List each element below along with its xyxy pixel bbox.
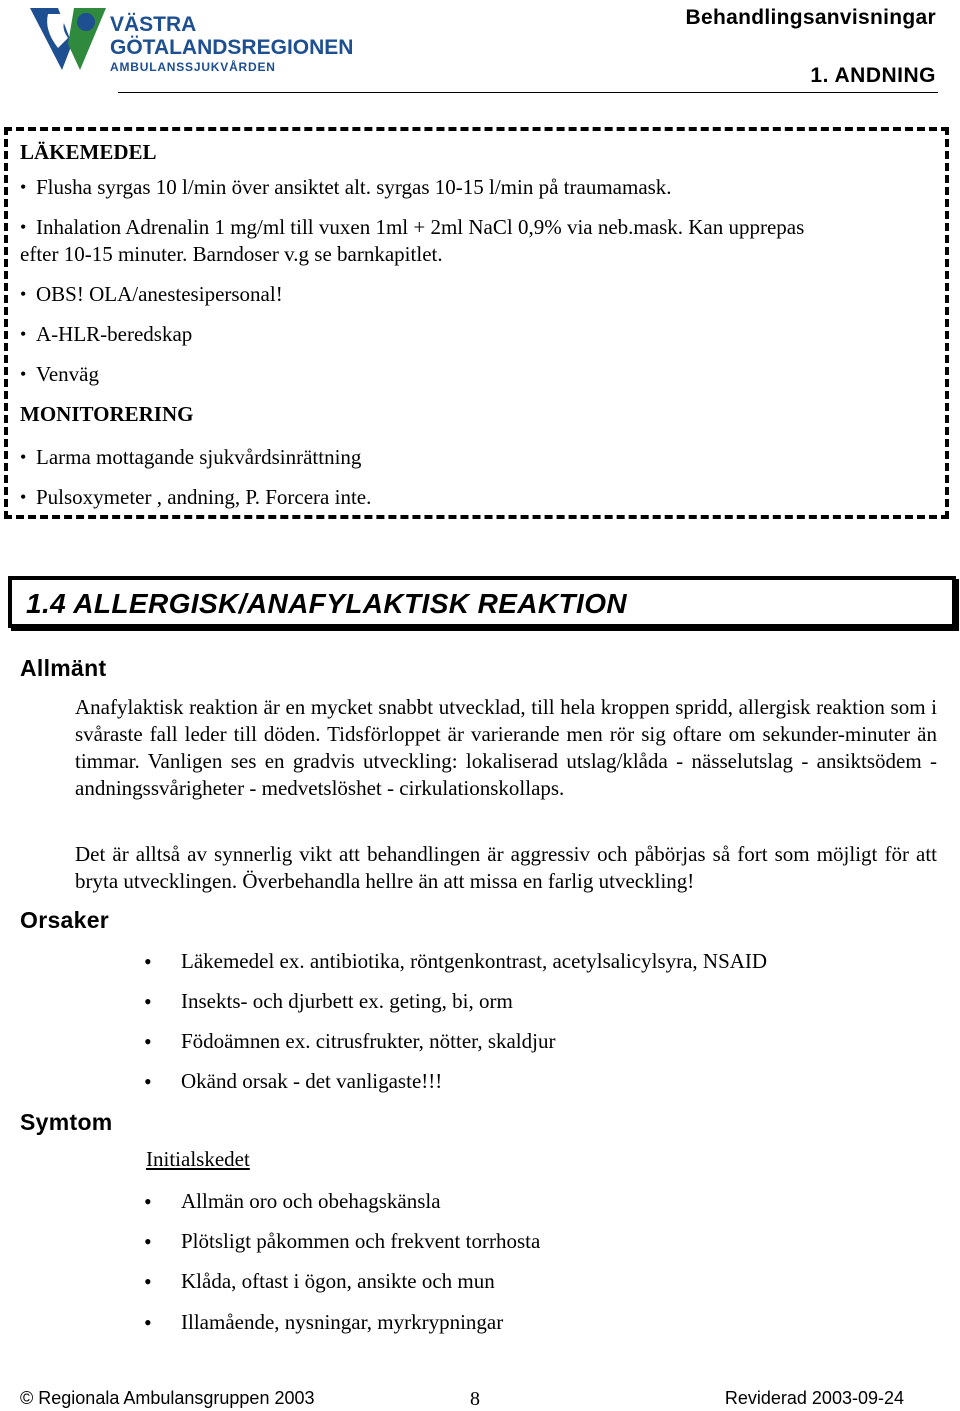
copyright-icon: © [20, 1388, 34, 1408]
logo-text-ambulanssjukvarden: AMBULANSSJUKVÅRDEN [110, 60, 276, 74]
header-rule [118, 92, 938, 93]
monitorering-item: • Larma mottagande sjukvårdsinrättning [20, 444, 930, 471]
logo-text-gotalandsregionen: GÖTALANDSREGIONEN [110, 36, 354, 59]
logo-text-vastra: VÄSTRA [110, 13, 197, 36]
monitorering-heading: MONITORERING [20, 402, 194, 426]
allmant-paragraph-1: Anafylaktisk reaktion är en mycket snabbt utvecklad, till hela kroppen spridd, allergisk reaktion som i svåraste fall leder till döden. Tidsförloppet är varierande men rör sig oftare om sekunder-minuter än timmar. Vanligen ses en gradvis utveckling: lokaliserad utslag/klåda - nässelutslag - ansiktsödem - andningssvårigheter - medvetslöshet - cirkulationskollaps. [75, 695, 937, 800]
lakemedel-heading: LÄKEMEDEL [20, 140, 157, 164]
logo-mark [30, 8, 106, 70]
symtom-heading: Symtom [20, 1109, 113, 1135]
lakemedel-item: • Venväg [20, 361, 930, 388]
section-title: 1.4 ALLERGISK/ANAFYLAKTISK REAKTION [26, 588, 627, 619]
footer-page-number: 8 [470, 1388, 480, 1410]
header-chapter: 1. ANDNING [810, 64, 936, 87]
initialskedet-label: Initialskedet [146, 1147, 250, 1171]
footer-revision-date: Reviderad 2003-09-24 [724, 1388, 904, 1408]
lakemedel-item: • A-HLR-beredskap [20, 321, 930, 348]
monitorering-item: • Pulsoxymeter , andning, P. Forcera inte. [20, 484, 930, 511]
medication-box [20, 134, 930, 524]
lakemedel-item: • OBS! OLA/anestesipersonal! [20, 281, 930, 308]
header-title: Behandlingsanvisningar [685, 6, 936, 29]
vastra-gotalandsregionen-logo [28, 4, 368, 76]
allmant-paragraph-2: Det är alltså av synnerlig vikt att behandlingen är aggressiv och påbörjas så fort som möjligt för att bryta utvecklingen. Överbehandla hellre än att missa en farlig utveckling! [75, 842, 937, 893]
orsaker-heading: Orsaker [20, 907, 110, 933]
allmant-heading: Allmänt [20, 655, 107, 681]
lakemedel-item: • Inhalation Adrenalin 1 mg/ml till vuxen 1ml + 2ml NaCl 0,9% via neb.mask. Kan upprepas [20, 214, 930, 241]
lakemedel-item: • Flusha syrgas 10 l/min över ansiktet alt. syrgas 10-15 l/min på traumamask. [20, 174, 930, 201]
lakemedel-item-continuation: efter 10-15 minuter. Barndoser v.g se barnkapitlet. [20, 242, 443, 266]
footer-copyright: © Regionala Ambulansgruppen 2003 [20, 1388, 315, 1408]
